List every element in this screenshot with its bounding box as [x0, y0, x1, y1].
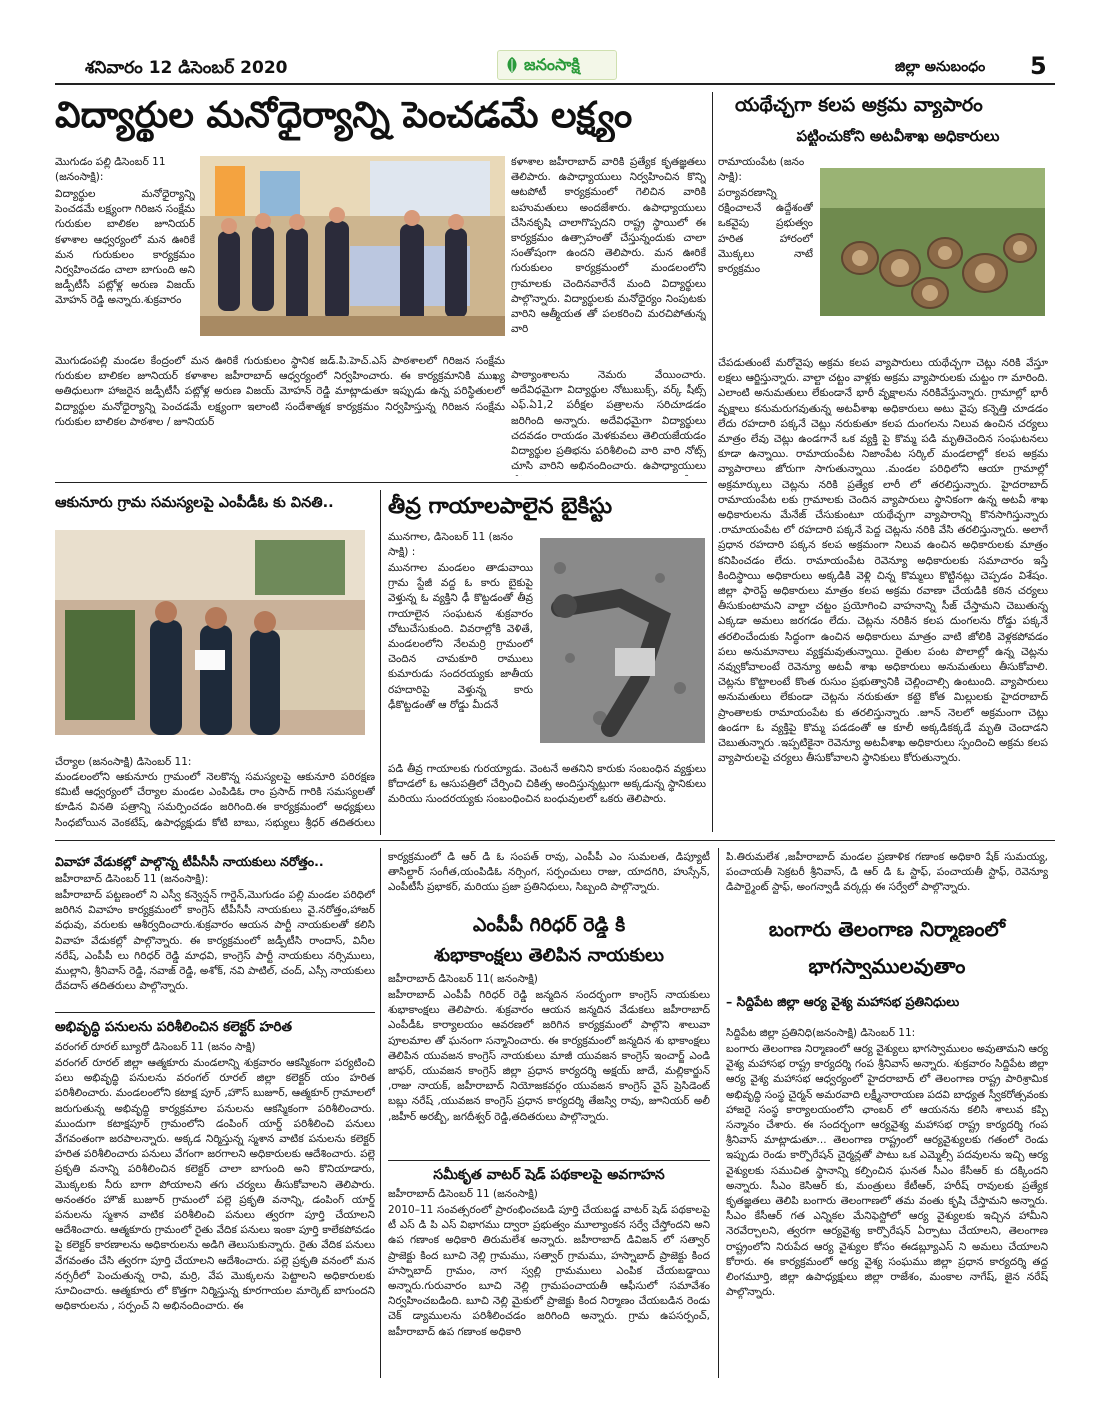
story7-headline-line1: ఎంపీపీ గిరిధర్ రెడ్డి కి — [472, 914, 626, 936]
story1-col1: విద్యార్థుల మనోధైర్యాన్ని పెంచడమే లక్ష్యంగా గిరిజన సంక్షేమ గురుకుల బాలికల జూనియర్ కళాశాల ఆధ్వర్యంలో మన ఊరికే మన గురుకులం కార్యక్రమం నిర్వహించడం చాలా బాగుంది అని జడ్పీటీసీ పట్లోళ్ల అరుణ విజయ్ మోహన్ రెడ్డి అన్నారు.శుక్రవారం — [55, 188, 195, 307]
rule — [55, 1012, 375, 1013]
story5-dateline: జహీరాబాద్ డిసెంబర్ 11 (జనంసాక్షి): — [55, 873, 209, 885]
rule — [388, 1160, 710, 1161]
story4-photo — [820, 168, 1045, 316]
rule — [55, 840, 1055, 841]
story7-body: జహీరాబాద్ ఎంపీపీ గిరిధర్ రెడ్డి జన్మదిన సందర్భంగా కాంగ్రెస్ నాయకులు శుభాకాంక్షలు తెలిపారు. శుక్రవారం ఆయన జన్మదిన వేడుకలు జహీరాబాద్ ఎంపీడీఓ కార్యాలయం ఆవరణలో జరిగిన కార్యక్రమంలో పాల్గొని శాలువా పూలమాల తో ఘనంగా సన్మానించారు. ఈ కార్యక్రమంలో జన్మదిన శు భాకాంక్షలు తెలిపిన యువజన కాంగ్రెస్ నాయకులు మాజీ యువజన కాంగ్రెస్ ఇంచార్జ్ ఎండి జాఫర్, యువజన కాంగ్రెస్ జిల్లా ప్రధాన కార్యదర్శి అక్షయ్ జాదే, మల్లికార్జున్ ,రాజు నాయక్, జహీరాబాద్ నియోజకవర్గం యువజన కాంగ్రెస్ వైస్ ప్రెసిడెంట్ బబ్లు నరేష్ ,యువజన కాంగ్రెస్ ప్రధాన కార్యదర్శి తేజస్వి రావు, జూనియర్ అలీ ,జహీర్ అరబ్బీ, జగదీశ్వర్ రెడ్డి,తదితరులు పాల్గొన్నారు. — [388, 989, 710, 1123]
story1-photo — [200, 156, 505, 336]
story1-tail: పాఠ్యాంశాలను నెమరు వేయించారు. అదేవిధమైగా విద్యార్థుల నోటుబుక్స్, వర్క్ షీట్స్ ఎఫ్.ఏ1,2 పరీక్షల పత్రాలను సరిచూడడం జరిగింది అన్నారు. అదేవిధమైగా విద్యార్థులు చదవడం రాయడం మెళకువలు తెలియజేయడం విద్యార్థుల ప్రతిభను పరిశీలించి వారి వారి నోట్స్ చూసి వారిని అభినందించారు. ఉపాధ్యాయులు — [511, 369, 706, 473]
story3-photo — [540, 538, 705, 743]
story1-body-wide: మొగుడంపల్లి మండల కేంద్రంలో మన ఊరికే గురుకులం స్థానిక జడ్.పి.హెచ్.ఎస్ పాఠశాలలో గిరిజన సంక్షేమ గురుకుల బాలికల జూనియర్ కళాశాల జహీరాబాద్ ఆధ్వర్యంలో నిర్వహించారు. ఈ కార్యక్రమానికి ముఖ్య అతిధులుగా హాజరైన జడ్పీటీసీ పట్లోళ్ల అరుణ విజయ్ మోహన్ రెడ్డి మాట్లాడుతూ ఇప్పుడు ఉన్న పరిస్థితులలో విద్యార్థుల మనోధైర్యాన్ని పెంచడమే లక్ష్యంగా ఇలాంటి సందేశాత్మక కార్యక్రమం నిర్వహిస్తున్న గిరిజన సంక్షేమ గురుకుల బాలికల పాఠశాల / జూనియర్ — [55, 355, 505, 428]
story4-body: చేపడుతుంటే మరోవైపు అక్రమ కలప వ్యాపారులు యథేచ్ఛగా చెట్లు నరికి వేస్తూ లక్షలు ఆర్జిస్తున్నారు. వాల్టా చట్టం వాళ్లకు అక్రమ వ్యాపారులకు చుట్టం గా మారింది. ఎలాంటి అనుమతులు లేకుండానే భారీ వృక్షాలను నరికివేస్తున్నారు. గ్రామాల్లో భారీ వృక్షాలు కనుమరుగవుతున్న అటవీశాఖ అధికారులు అటు వైపు కన్నెత్తి చూడడం లేదు రహదారి పక్కనే చెట్లు నరుకుతూ కలప దుంగలను నిలువ ఉంచిన చర్యలు మాత్రం లేవు చెట్లు ఉండగానే ఒక వ్యక్తి పై కొమ్మ పడి మృతిచెందిన సంఘటనలు కూడా ఉన్నాయి. రామాయంపేట నిజాంపేట సర్కిల్ మండలాల్లో కలప అక్రమ వ్యాపారాలు జోరుగా సాగుతున్నాయి .మండల పరిధిలోని ఆయా గ్రామాల్లో అక్రమార్కులు చెట్లను నరికి ప్రత్యేక లారీ లో తరలిస్తున్నారు. హైదరాబాద్ రామాయంపేట లకు గ్రామాలకు చెందిన వ్యాపారులు స్థానికంగా ఉన్న అటవీ శాఖ అధికారులను మేనేజ్ చేసుకుంటూ యథేచ్ఛగా వ్యాపారాన్ని కొనసాగిస్తున్నారు .రామాయంపేట లో రహదారి పక్కనే పెద్ద చెట్లను నరికి వేసి తరలిస్తున్నారు. అలాగే ప్రధాన రహదారి పక్కన కలప అక్రమంగా నిలువ ఉంచిన అధికారులకు మాత్రం కనిపించడం లేదు. రామాయంపేట రెవెన్యూ అధికారులకు సమాచారం ఇస్తే కిందిస్థాయి అధికారులు అక్కడికి వెళ్లి చిన్న కొమ్మలు కొట్టినట్లు చెప్పడం విశేషం. జిల్లా ఫారెస్ట్ అధికారులు మాత్రం కలప అక్రమ రవాణా చేయడికి కఠిన చర్యలు తీసుకుంటామని వాల్టా చట్టం ప్రయోగించి వాహనాన్ని సీజ్ చేస్తామని చెబుతున్న ఎక్కడా అమలు జరగడం లేదు. చెట్లను నరికిన కలప దుంగలను రోడ్డు పక్కనే తరలించేందుకు సిద్ధంగా ఉంచిన అధికారులు మాత్రం వాటి జోలికి వెళ్లకపోవడం పలు అనుమానాలు వ్యక్తమవుతున్నాయి. రైతుల పంట పొలాల్లో ఉన్న చెట్లను నవ్వుకోవాలంటే రెవెన్యూ అటవీ శాఖ అధికారులు అనుమతులు తీసుకోవాలి. చెట్లను కొట్టాలంటే కొంత రుసుం ప్రభుత్వానికి చెల్లించాల్సి ఉంటుంది. వ్యాపారులు అనుమతులు లేకుండా చెట్లను నరుకుతూ కట్టె కోత మిల్లులకు హైదరాబాద్ ప్రాంతాలకు రామాయంపేట కు తరలిస్తున్నారు .జూన్ నెలలో అక్రమంగా చెట్లు ఉండగా ఓ వ్యక్తిపై కొమ్మ పడడంతో ఆ కూలీ అక్కడికక్కడే మృతి చెందాడని చెబుతున్నారు .ఇప్పటికైనా రెవెన్యూ అటవీశాఖ అధికారులు స్పందించి అక్రమ కలప వ్యాపారులపై చర్యలు తీసుకోవాలని స్థానికులు కోరుతున్నారు. — [718, 357, 1048, 765]
story9-body: బంగారు తెలంగాణ నిర్మాణంలో ఆర్య వైశ్యులు భాగస్వాములం అవుతామని ఆర్య వైశ్య మహాసభ రాష్ట్ర కార్యదర్శి గంప శ్రీనివాస్ అన్నారు. శుక్రవారం సిద్దిపేట జిల్లా ఆర్య వైశ్య మహాసభ ఆధ్వర్యంలో హైదరాబాద్ లో తెలంగాణ రాష్ట్ర పారిశ్రామిక అభివృద్ధి సంస్థ చైర్మన్ అమరవాది లక్ష్మీనారాయణ పదవి బాధ్యత స్వీకరోత్సవంకు హాజరై సంస్థ కార్యాలయంలోని ఛాంబర్ లో ఆయనను కలిసి శాలువ కప్పి సన్మానం చేశారు. ఈ సందర్భంగా ఆర్యవైశ్య మహాసభ రాష్ట్ర కార్యదర్శి గంప శ్రీనివాస్ మాట్లాడుతూ... తెలంగాణ రాష్ట్రంలో ఆర్యవైశ్యులకు గతంలో రెండు ఇప్పుడు రెండు కార్పొరేషన్ చైర్మన్లతో పాటు ఒక ఎమ్మెల్సీ పదవులను ఇచ్చి ఆర్య వైశ్యులకు సముచిత స్థానాన్ని కల్పించిన ఘనత సీఎం కేసీఆర్ కు దక్కిందని అన్నారు. సీఎం కెసిఆర్ కు, మంత్రులు కేటీఆర్, హరీష్ రావులకు ప్రత్యేక కృతజ్ఞతలు తెలిపి బంగారు తెలంగాణలో తమ వంతు కృషి చేస్తామని అన్నారు. సీఎం కేసీఆర్ గత ఎన్నికల మేనిఫెస్టోలో ఆర్య వైశ్యులకు ఇచ్చిన హామీని నెరవేర్చాలని, త్వరగా ఆర్యవైశ్య కార్పొరేషన్ ఏర్పాటు చేయాలని, తెలంగాణ రాష్ట్రంలోని నిరుపేద ఆర్య వైశ్యుల కోసం ఈడబ్ల్యూఎస్ ని అమలు చేయాలని కోరారు. ఈ కార్యక్రమంలో ఆర్య వైశ్య సంఘము జిల్లా ప్రధాన కార్యదర్శి తద్ద లింగమూర్తి, జిల్లా ఉపాధ్యక్షులు జిల్లా రాజేశం, మంకాల నాగేష్, జైన నరేష్ పాల్గొన్నారు. — [726, 1043, 1048, 1299]
story8-headline: సమీకృత వాటర్ షెడ్ పథకాలపై అవగాహన — [433, 1167, 665, 1183]
story1-col3: కళాశాల జహీరాబాద్ వారికి ప్రత్యేక కృతజ్ఞతలు తెలిపారు. ఉపాధ్యాయులు నిర్వహించిన కొన్ని ఆటపోటీ కార్యక్రమంలో గెలిచిన వారికి బహుమతులు అందజేశారు. ఉపాధ్యాయులు చేసినకృషి చాలాగొప్పదని రాష్ట్ర స్థాయిలో ఈ కార్యక్రమం ఉత్సాహంతో చేస్తున్నందుకు చాలా సంతోషంగా ఉందని తెలిపారు. మన ఊరికే గురుకులం కార్యక్రమంలో మండలంలోని గ్రామాలకు చెందినవారేనే మంది విద్యార్థులు పాల్గొన్నారు. విద్యార్థులకు మనోధైర్యం నింపుటకు వారిని ఆత్మీయత తో పలకరించి మరచిపోతున్న వారి — [511, 156, 706, 336]
page-header — [55, 50, 1055, 90]
story8-body: 2010–11 సంవత్సరంలో ప్రారంభించబడి పూర్తి చేయబడ్డ వాటర్ షెడ్ పథకాలపై టీ ఎస్ డి పి ఎస్ విభాగము ద్వారా ప్రభుత్వం మూల్యాంకన సర్వే చేస్తోందని అని ఉప గణాంక అధికారి తిరుమలేశ అన్నారు. జహీరాబాద్ డివిజన్ లో సత్వార్ ప్రాజెక్టు కింద బూచి నెల్లి గ్రామము, సత్వార్ గ్రామము, హస్నాబాద్ ప్రాజెక్టు కింద హస్నాబాద్ గ్రామం, నాగ స్వల్లి గ్రామములు ఎంపిక చేయబడ్డాయి అన్నారు.గురువారం బూచి నెల్లి గ్రామపంచాయతీ ఆఫీసులో సమావేశం నిర్వహించబడింది. బూచి నెల్లి మైకులో ప్రాజెక్టు కింద నిర్మాణం చేయబడిన రెండు చెక్ డ్యాములను పరిశీలించడం జరిగింది అన్నారు. గ్రామ ఉపసర్పంచ్, జహీరాబాద్ ఉప గణాంక అధికారి — [388, 1204, 710, 1338]
story7-dateline: జహీరాబాద్ డిసెంబర్ 11( జనంసాక్షి) — [388, 973, 538, 985]
story2-photo — [55, 530, 365, 735]
story6-continued: కార్యక్రమంలో డి ఆర్ డి ఓ సంపత్ రావు, ఎంపీపీ ఎం సుమలత, డిప్యూటీ తాసిల్దార్ సంగీత,యంపిడిఓ నర్సింగ, సర్పంచులు రాజు, యాదగిరి, హుస్సేన్, ఎంపీటీసీ ప్రభాకర్, మరియు ప్రజా ప్రతినిధులు, సిబ్బంది పాల్గొన్నారు. — [388, 851, 710, 894]
story4-dateline: రామాయంపేట (జనం సాక్షి): — [718, 156, 805, 183]
story5-headline: వివాహా వేడుకల్లో పాల్గొన్న టీపీసీసీ నాయకులు నరోత్తం.. — [55, 854, 324, 869]
story8-continued: పి.తిరుమలేశ ,జహీరాబాద్ మండల ప్రణాళిక గణాంక అధికారి షేక్ సుమయ్య, పంచాయతీ సెక్రటరీ శ్రీనివాస్, డి ఆర్ డి ఓ స్టాఫ్, పంచాయతీ స్టాఫ్, రెవెన్యూ డిపార్ట్మెంట్ స్టాఫ్, అంగన్వాడీ వర్కర్లు ఈ సర్వేలో పాల్గొన్నారు. — [726, 851, 1048, 894]
section-name: జిల్లా అనుబంధం — [895, 59, 986, 75]
story2-body: మండలంలోని ఆకునూరు గ్రామంలో నెలకొన్న సమస్యలపై ఆకునూరి పరిరక్షణ కమిటీ ఆధ్వర్యంలో చేర్యాల మండల ఎంపిడిఓ రాం ప్రసాద్ గారికి సమస్యలతో కూడిన వినతి పత్రాన్ని సమర్పించడం జరిగింది.ఈ కార్యక్రమంలో అధ్యక్షులు సింధబోయిన వెంకటేష్, ఉపాధ్యక్షుడు కోటి బాబు, సభ్యులు శ్రీధర్ తదితరులు — [55, 771, 375, 829]
rule — [55, 482, 707, 483]
story6-headline: అభివృద్ధి పనులను పరిశీలించిన కలెక్టర్ హరిత — [55, 1019, 292, 1035]
story9-subheadline: – సిద్దిపేట జిల్లా ఆర్య వైశ్య మహాసభ ప్రతినిధులు — [726, 994, 960, 1009]
story3-dateline: మునగాల, డిసెంబర్ 11 (జనం సాక్షి) : — [388, 531, 513, 558]
story4-headline: యథేచ్ఛగా కలప అక్రమ వ్యాపారం — [735, 94, 983, 116]
masthead-title: జనంసాక్షి — [524, 55, 580, 74]
story6-dateline: వరంగల్ రూరల్ బ్యూరో డిసెంబర్ 11 (జనం సాక్షి) — [55, 1041, 256, 1053]
story9-headline-line1: బంగారు తెలంగాణ నిర్మాణంలో — [768, 917, 1006, 941]
story9-dateline: సిద్దిపేట జిల్లా ప్రతినిధి(జనంసాక్షి) డిసెంబర్ 11: — [726, 1027, 916, 1039]
story8-dateline: జహీరాబాద్ డిసెంబర్ 11 (జనంసాక్షి) — [388, 1188, 538, 1200]
story4-col: పర్యావరణాన్ని రక్షించాలనే ఉద్దేశంతో ఒకవైపు ప్రభుత్వం హరిత హారంలో మొక్కలు నాటే కార్యక్రమం — [718, 187, 813, 276]
story9-headline-line2: భాగస్వాములవుతాం — [808, 954, 966, 978]
header-rule — [55, 83, 1055, 85]
story3-wide: పడి తీవ్ర గాయాలకు గురయ్యాడు. వెంటనే అతనిని కారుకు సంబంధిన వ్యక్తులు కోదాడలో ఓ ఆసుపత్రిలో చేర్పించి చికిత్స అందిస్తున్నట్లుగా అక్కడున్న స్థానికులు మరియు సుందరయ్యకు సంబంధించిన బంధువులలో ఒకరు తెలిపారు. — [388, 763, 706, 806]
masthead-leaf-icon — [504, 56, 520, 74]
rule — [712, 92, 713, 832]
story6-body: వరంగల్ రూరల్ జిల్లా ఆత్మకూరు మండలాన్ని శుక్రవారం ఆకస్మికంగా పర్యటించి పలు అభివృద్ధి పనులను వరంగల్ రూరల్ జిల్లా కలెక్టర్ యం హరిత పరిశీలించారు. మండలంలోని కటాక్ష పూర్ ,హౌస్ బుజూర్, ఆత్మకూర్ గ్రామాలలో జరుగుతున్న అభివృద్ధి కార్యక్రమాల పనులను ఆకస్మికంగా పరిశీలించారు. ముందుగా కటాక్షపూర్ గ్రామంలోని డంపింగ్ యార్డ్ పరిశీలించి పనులు వేగవంతంగా జరపాలన్నారు. అక్కడ నిర్మిస్తున్న స్మశాన వాటిక పనులను కలెక్టర్ హరిత పరిశీలించారు పనులు వేగంగా జరగాలని అధికారులకు ఆదేశించారు. పల్లె ప్రకృతి వనాన్ని పరిశీలించిన కలెక్టర్ చాలా బాగుంది అని కొనియాడారు, మొక్కలకు నీరు బాగా పోయాలని తగు చర్యలు తీసుకోవాలని తెలిపారు. అనంతరం హౌజ్ బుజూర్ గ్రామంలో పల్లె ప్రకృతి వనాన్ని, డంపింగ్ యార్డ్ పనులను స్మశాన వాటిక పరిశీలించి పనులు త్వరగా పూర్తి చేయాలని ఆదేశించారు. ఆత్మకూరు గ్రామంలో రైతు వేదిక పనులు ఇంకా పూర్తి కాలేకపోవడం పై కలెక్టర్ కారణాలను అధికారులను అడిగి తెలుసుకున్నారు. రైతు వేదిక పనులు వేగవంతం చేసి త్వరగా పూర్తి చేయాలని ఆదేశించారు. పల్లె ప్రకృతి వనంలో మన నర్సరీలో పెంచుతున్న రావి, మర్రి, వేప మొక్కలను పెట్టాలని అధికారులకు సూచించారు. ఆత్మకూరు లో కొత్తగా నిర్మిస్తున్న కూరగాయల మార్కెట్ బాగుందని అధికారులను , సర్పంచ్ ని అభినందించారు. ఈ — [55, 1057, 375, 1313]
rule — [380, 848, 381, 1378]
story1-dateline: మొగుడం పల్లి డిసెంబర్ 11 (జనంసాక్షి): — [55, 156, 166, 183]
masthead-logo — [497, 50, 617, 80]
story2-dateline: చేర్యాల (జనంసాక్షి) డిసెంబర్ 11: — [55, 756, 192, 768]
rule — [718, 848, 719, 1378]
page-number: 5 — [1030, 52, 1047, 80]
rule — [380, 490, 381, 835]
story4-subheadline: పట్టించుకోని అటవీశాఖ అధికారులు — [796, 127, 1000, 145]
story3-headline: తీవ్ర గాయాలపాలైన బైకిస్టు — [388, 494, 613, 519]
story7-headline-line2: శుభాకాంక్షలు తెలిపిన నాయకులు — [433, 945, 665, 966]
story1-headline: విద్యార్థుల మనోధైర్యాన్ని పెంచడమే లక్ష్యం — [55, 95, 633, 136]
issue-date: శనివారం 12 డిసెంబర్ 2020 — [85, 58, 288, 78]
story3-col: మునగాల మండలం తాడువాయి గ్రామ స్టేజీ వద్ద ఓ కారు బైకుపై వెళ్తున్న ఓ వ్యక్తిని ఢీ కొట్టడంతో తీవ్ర గాయాలైన సంఘటన శుక్రవారం చోటుచేసుకుంది. వివరాల్లోకి వెళితే, మండలంలోని నేలమర్రి గ్రామంలో చెందిన చామకూరి రాములు కుమారుడు సందరయ్యకు జాతీయ రహదారిపై వెళ్తున్న కారు ఢీకొట్టడంతో ఆ రోడ్డు మీదనే — [388, 562, 533, 711]
story5-body: జహీరాబాద్ పట్టణంలో ని ఎస్వీ కన్వెన్షన్ గార్డెన్,మొగుడం పల్లి మండల పరిధిలో జరిగిన వివాహం కార్యక్రమంలో కాంగ్రెస్ టీపీసీసీ నాయకులు వై.నరోత్తం,హాజర్ వధువు, వరులకు ఆశీర్వదించారు.శుక్రవారం ఆయన పార్టీ నాయకులతో కలిసి వివాహ వేడుకల్లో పాల్గొన్నారు. ఈ కార్యక్రమంలో జడ్పీటీసి రాందాస్, వినీల నరేష్, ఎంపీపీ లు గిరిధర్ రెడ్డి మాధవి, కాంగ్రెస్ పార్టీ నాయకులు నర్సిములు, ముల్లాని, శ్రీనివాస్ రెడ్డి, నవాజ్ రెడ్డి, అశోక్, నవి పాటిల్, చంద్, ఎస్సీ నాయకులు దేవదాస్ తదితరులు పాల్గొన్నారు. — [55, 889, 375, 993]
story2-headline: ఆకునూరు గ్రామ సమస్యలపై ఎంపీడీఓ కు వినతి.. — [55, 495, 334, 511]
